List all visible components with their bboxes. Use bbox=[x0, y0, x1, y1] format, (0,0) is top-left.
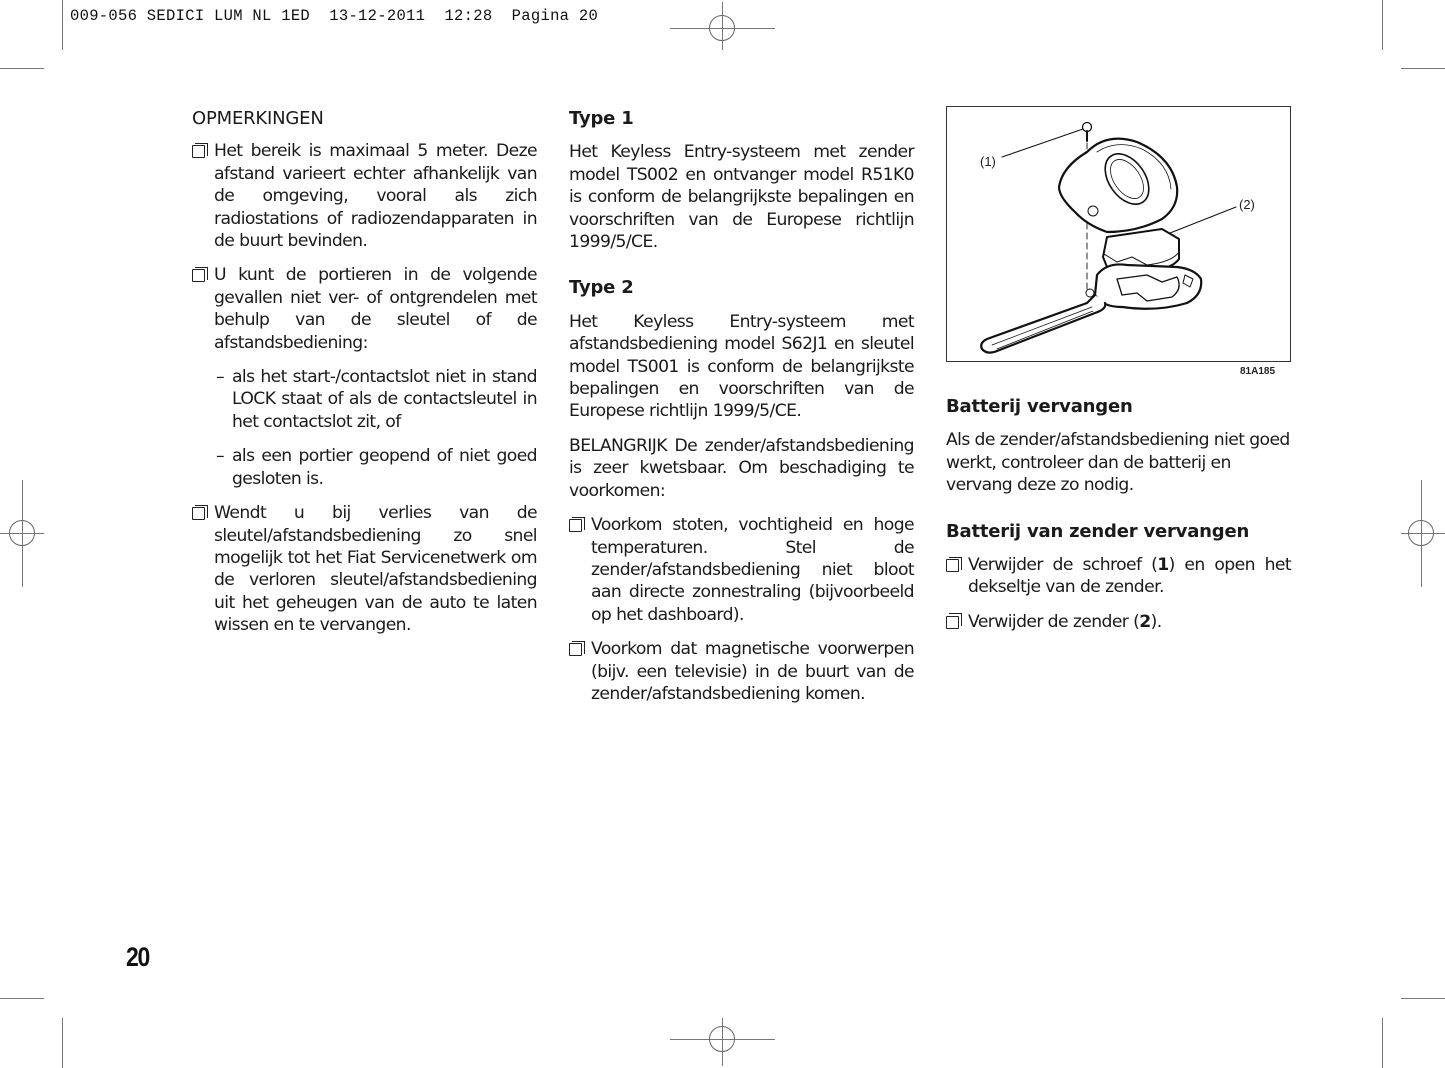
column-right bbox=[946, 396, 1291, 633]
printer-slug: 009-056 SEDICI LUM NL 1ED 13-12-2011 12:28 Pagina 20 bbox=[70, 7, 599, 25]
crop-mark bbox=[1382, 1018, 1383, 1068]
crop-mark bbox=[1401, 998, 1445, 999]
column-middle bbox=[569, 108, 914, 705]
key-diagram-figure bbox=[946, 106, 1291, 362]
checkbox-bullet-icon bbox=[946, 559, 959, 572]
page-number: 20 bbox=[126, 942, 149, 972]
important-note: BELANGRIJK De zender/afstandsbediening is zeer kwetsbaar. Om beschadiging te voorkomen: bbox=[569, 435, 914, 501]
paragraph-type-2: Het Keyless Entry-systeem met afstandsbediening model S62J1 en sleutel model TS001 is conform de belangrijkste bepalingen en voorschriften van de Europese richtlijn 1999/5/CE. bbox=[569, 311, 914, 422]
column-left bbox=[192, 108, 537, 637]
checkbox-bullet-icon bbox=[192, 269, 205, 282]
crop-mark bbox=[62, 1018, 63, 1068]
callout-1-label: (1) bbox=[980, 154, 996, 169]
heading-type-2: Type 2 bbox=[569, 277, 634, 299]
callout-2-label: (2) bbox=[1239, 197, 1255, 212]
heading-batterij-zender: Batterij van zender vervangen bbox=[946, 520, 1250, 542]
paragraph-type-1: Het Keyless Entry-systeem met zender model TS002 en ontvanger model R51K0 is conform de belangrijkste bepalingen en voorschriften van de Europese richtlijn 1999/5/CE. bbox=[569, 142, 914, 253]
bullet-item: Voorkom stoten, vochtigheid en hoge temperaturen. Stel de zender/afstandsbediening niet bloot aan directe zonnestraling (bijvoorbeeld op het dashboard). bbox=[569, 514, 914, 626]
dash-item: – als een portier geopend of niet goed gesloten is. bbox=[216, 446, 537, 489]
key-transmitter-exploded-icon bbox=[947, 107, 1290, 361]
dash-item: – als het start-/contactslot niet in stand LOCK staat of als de contactsleutel in het contactslot zit, of bbox=[216, 367, 537, 432]
bullet-item: Wendt u bij verlies van de sleutel/afstandsbediening zo snel mogelijk tot het Fiat Servicenetwerk om de verloren sleutel/afstandsbediening uit het geheugen van de auto te laten wissen en te vervangen. bbox=[192, 502, 537, 636]
section-heading-opmerkingen: OPMERKINGEN bbox=[192, 108, 324, 129]
bullet-item: Voorkom dat magnetische voorwerpen (bijv. een televisie) in de buurt van de zender/afstandsbediening komen. bbox=[569, 638, 914, 705]
checkbox-bullet-icon bbox=[192, 145, 205, 158]
bullet-item: Het bereik is maximaal 5 meter. Deze afstand varieert echter afhankelijk van de omgeving, vooral als zich radiostations of radiozendapparaten in de buurt bevinden. bbox=[192, 140, 537, 252]
checkbox-bullet-icon bbox=[192, 507, 205, 520]
crop-mark bbox=[0, 68, 44, 69]
checkbox-bullet-icon bbox=[569, 643, 582, 656]
crop-mark bbox=[1382, 0, 1383, 50]
checkbox-bullet-icon bbox=[946, 616, 959, 629]
heading-batterij-vervangen: Batterij vervangen bbox=[946, 396, 1133, 417]
heading-type-1: Type 1 bbox=[569, 108, 634, 129]
paragraph-battery: Als de zender/afstandsbediening niet goed werkt, controleer dan de batterij en vervang deze zo nodig. bbox=[946, 430, 1290, 496]
bullet-item: Verwijder de zender (2). bbox=[946, 611, 1291, 633]
crop-mark bbox=[1401, 68, 1445, 69]
bullet-item: U kunt de portieren in de volgende gevallen niet ver- of ontgrendelen met behulp van de sleutel of de afstandsbediening: bbox=[192, 264, 537, 354]
checkbox-bullet-icon bbox=[569, 519, 582, 532]
crop-mark bbox=[0, 998, 44, 999]
crop-mark bbox=[62, 0, 63, 50]
figure-code: 81A185 bbox=[1240, 366, 1276, 377]
bullet-item: Verwijder de schroef (1) en open het dekseltje van de zender. bbox=[946, 554, 1291, 599]
